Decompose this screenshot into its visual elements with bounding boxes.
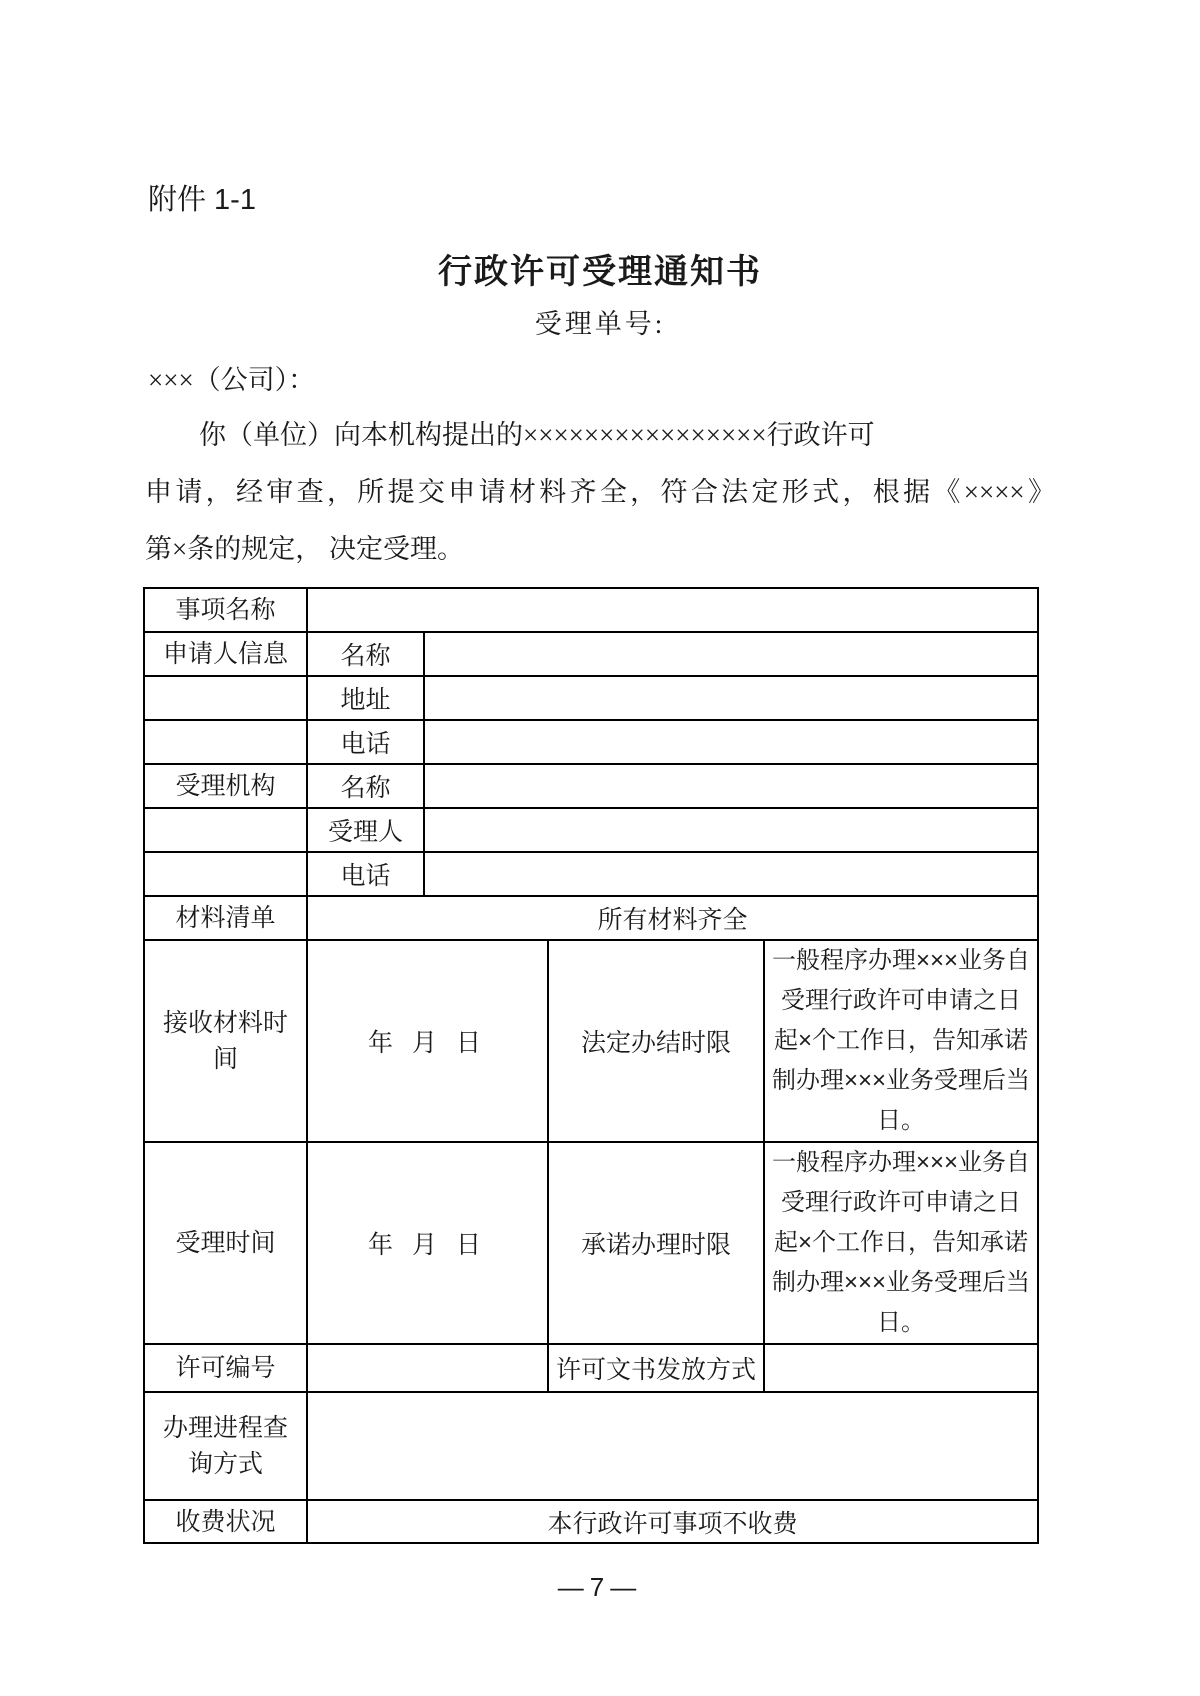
license-no-label: 许可编号	[144, 1344, 307, 1392]
fee-status-label: 收费状况	[144, 1500, 307, 1543]
org-phone-label: 电话	[307, 852, 424, 896]
applicant-info-label: 申请人信息	[144, 632, 307, 676]
empty-cell	[144, 720, 307, 764]
body-paragraph	[145, 407, 1055, 578]
applicant-address-value-cell	[424, 676, 1038, 720]
table-row-progress-query	[144, 1392, 1038, 1500]
fee-status-value-cell: 本行政许可事项不收费	[307, 1500, 1038, 1543]
license-delivery-value-cell	[764, 1344, 1038, 1392]
org-name-label: 名称	[307, 764, 424, 808]
org-name-value-cell	[424, 764, 1038, 808]
table-row-materials	[144, 896, 1038, 940]
applicant-name-value-cell	[424, 632, 1038, 676]
table-row-acceptance-time	[144, 1142, 1038, 1344]
table-row-acceptor	[144, 808, 1038, 852]
item-name-label: 事项名称	[144, 588, 307, 632]
body-line-1: 你（单位）向本机构提出的××××××××××××××××行政许可	[199, 420, 875, 450]
license-no-value-cell	[307, 1344, 548, 1392]
page-number: —7—	[557, 1572, 643, 1602]
item-name-value-cell	[307, 588, 1038, 632]
applicant-phone-label: 电话	[307, 720, 424, 764]
empty-cell	[144, 676, 307, 720]
receive-time-label: 接收材料时间	[144, 940, 307, 1142]
promised-deadline-label: 承诺办理时限	[548, 1142, 764, 1344]
salutation: ×××（公司）：	[148, 365, 316, 395]
applicant-address-label: 地址	[307, 676, 424, 720]
table-row-license-no	[144, 1344, 1038, 1392]
page-title: 行政许可受理通知书	[438, 254, 762, 291]
notice-table	[143, 587, 1039, 1544]
acceptance-number-label: 受理单号:	[534, 309, 666, 339]
table-row-applicant-phone	[144, 720, 1038, 764]
attachment-label: 附件 1-1	[148, 184, 256, 216]
body-line-3: 第×条的规定， 决定受理。	[145, 534, 464, 564]
receive-date-cell: 年 月 日	[307, 940, 548, 1142]
materials-list-label: 材料清单	[144, 896, 307, 940]
materials-list-value-cell: 所有材料齐全	[307, 896, 1038, 940]
progress-query-label: 办理进程查询方式	[144, 1392, 307, 1500]
empty-cell	[144, 808, 307, 852]
table-row-fee-status	[144, 1500, 1038, 1543]
table-row-receive-time	[144, 940, 1038, 1142]
statutory-deadline-text: 一般程序办理×××业务自受理行政许可申请之日起×个工作日，告知承诺制办理×××业务受理后当日。	[764, 940, 1038, 1142]
empty-cell	[144, 852, 307, 896]
progress-query-value-cell	[307, 1392, 1038, 1500]
applicant-name-label: 名称	[307, 632, 424, 676]
acceptance-date-cell: 年 月 日	[307, 1142, 548, 1344]
statutory-deadline-label: 法定办结时限	[548, 940, 764, 1142]
acceptor-value-cell	[424, 808, 1038, 852]
body-line-2: 申请，经审查，所提交申请材料齐全，符合法定形式，根据《××××》	[145, 477, 1055, 507]
accepting-org-label: 受理机构	[144, 764, 307, 808]
acceptor-label: 受理人	[307, 808, 424, 852]
table-row-applicant-name	[144, 632, 1038, 676]
table-row-item-name	[144, 588, 1038, 632]
promised-deadline-text: 一般程序办理×××业务自受理行政许可申请之日起×个工作日，告知承诺制办理×××业务受理后当日。	[764, 1142, 1038, 1344]
table-row-org-name	[144, 764, 1038, 808]
org-phone-value-cell	[424, 852, 1038, 896]
table-row-org-phone	[144, 852, 1038, 896]
applicant-phone-value-cell	[424, 720, 1038, 764]
acceptance-time-label: 受理时间	[144, 1142, 307, 1344]
table-row-applicant-address	[144, 676, 1038, 720]
license-delivery-label: 许可文书发放方式	[548, 1344, 764, 1392]
